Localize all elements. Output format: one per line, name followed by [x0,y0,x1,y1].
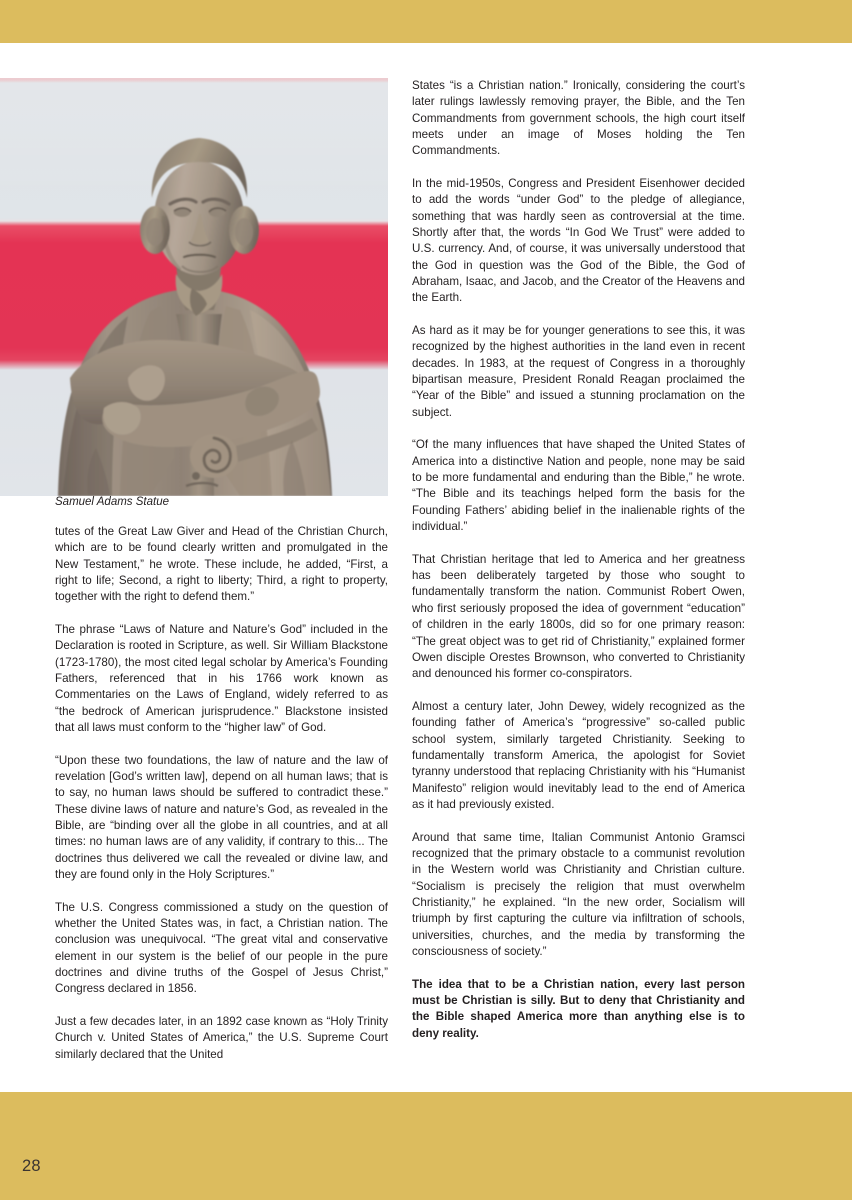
figure-caption: Samuel Adams Statue [55,496,169,508]
paragraph: Around that same time, Italian Communist Antonio Gramsci recognized that the primary obstacle to a communist revolution in the Western world was Christianity and Christian culture. “Socialism is precisely the religion that must overwhelm Christianity,” he explained. “In the new order, Socialism will triumph by first capturing the culture via infiltration of schools, universities, churches, and the media by transforming the consciousness of society.” [412,830,745,958]
paragraph: As hard as it may be for younger generations to see this, it was recognized by the highest authorities in the land even in recent decades. In 1983, at the request of Congress in a thoroughly bipartisan measure, President Ronald Reagan proclaimed the “Year of the Bible” and issued a stunning proclamation on the subject. [412,324,745,419]
right-text-column [412,78,745,1042]
samuel-adams-statue-illustration [0,78,388,496]
paragraph: In the mid-1950s, Congress and President Eisenhower decided to add the words “under God” to the pledge of allegiance, something that was hardly seen as controversial at the time. Shortly after that, the words “In God We Trust” were added to U.S. currency. And, of course, it was universally understood that the God in question was the God of the Bible, the God of Abraham, Isaac, and Jacob, and the Creator of the Heavens and the Earth. [412,177,745,305]
top-gold-band [0,0,852,43]
paragraph: States “is a Christian nation.” Ironically, considering the court’s later rulings lawlessly removing prayer, the Bible, and the Ten Commandments from government schools, the high court itself meets under an image of Moses holding the Ten Commandments. [412,79,745,158]
closing-statement: The idea that to be a Christian nation, every last person must be Christian is silly. But to deny that Christianity and the Bible shaped America more than anything else is to deny reality. [412,977,745,1040]
paragraph: That Christian heritage that led to America and her greatness has been deliberately targeted by those who sought to fundamentally transform the nation. Communist Robert Owen, who first seriously proposed the idea of government “education” of children in the early 1800s, did so for one primary reason: “The great object was to get rid of Christianity,” explained former Owen disciple Orestes Brownson, who converted to Christianity and denounced his former co-conspirators. [412,552,745,681]
statue-photo [0,78,388,496]
paragraph: “Upon these two foundations, the law of nature and the law of revelation [God’s written law], depend on all human laws; that is to say, no human laws should be suffered to contradict these.” These divine laws of nature and nature’s God, as revealed in the Bible, are “binding over all the globe in all countries, and at all times: no human laws are of any validity, if contrary to this... The doctrines thus delivered we call the revealed or divine law, and they are found only in the Holy Scriptures.” [55,753,388,882]
paragraph: tutes of the Great Law Giver and Head of the Christian Church, which are to be found clearly written and promulgated in the New Testament,” he wrote. These include, he added, “First, a right to life; Second, a right to liberty; Third, a right to property, together with the right to defend them.” [55,525,388,604]
paragraph: Just a few decades later, in an 1892 case known as “Holy Trinity Church v. United States of America,” the U.S. Supreme Court similarly declared that the United [55,1015,388,1061]
bottom-gold-band [0,1092,852,1200]
paragraph: Almost a century later, John Dewey, widely recognized as the founding father of America’s “progressive” so-called public school system, similarly targeted Christianity. Seeking to fundamentally transform America, the apologist for Soviet tyranny understood that replacing Christianity with his “Humanist Manifesto” religion would inevitably lead to the end of America as it had previously existed. [412,699,745,811]
paragraph: The U.S. Congress commissioned a study on the question of whether the United States was, in fact, a Christian nation. The conclusion was unequivocal. “The great vital and conservative element in our system is the belief of our people in the pure doctrines and divine truths of the Gospel of Jesus Christ,” Congress declared in 1856. [55,900,388,996]
paragraph: “Of the many influences that have shaped the United States of America into a distinctive Nation and people, none may be said to be more fundamental and enduring than the Bible,” he wrote. “The Bible and its teachings helped form the basis for the Founding Fathers’ abiding belief in the inalienable rights of the individual.” [412,438,745,534]
left-text-column [55,524,388,1063]
page-number: 28 [22,1157,41,1175]
paragraph: The phrase “Laws of Nature and Nature’s God” included in the Declaration is rooted in Scripture, as well. Sir William Blackstone (1723-1780), the most cited legal scholar by America’s Founding Fathers, referenced that in his 1766 work known as Commentaries on the Laws of England, widely referred to as “the bedrock of American jurisprudence.” Blackstone insisted that all laws must conform to the “higher law” of God. [55,623,388,735]
statue-figure [0,78,388,496]
